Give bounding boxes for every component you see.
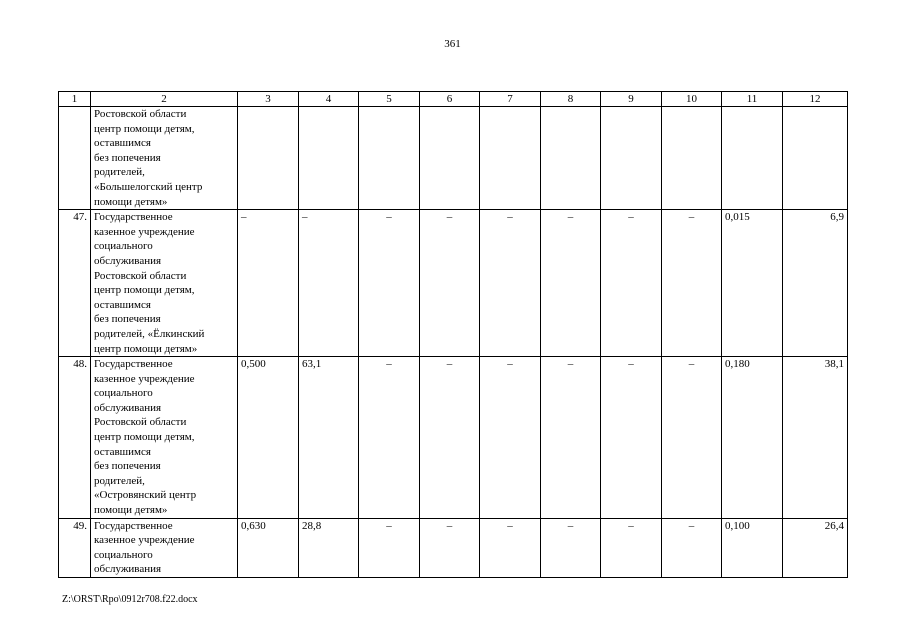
table-row — [59, 210, 848, 357]
cell-col-6: – — [420, 357, 480, 519]
cell-col-10: – — [662, 357, 722, 519]
institution-name: Государственное казенное учреждение социального обслуживания Ростовской области центр помощи детям, оставшимся без попечения родителей, «Ёлкинский центр помощи детям» — [91, 210, 238, 357]
cell-col-5 — [359, 107, 420, 210]
column-header: 4 — [299, 92, 359, 107]
column-header: 11 — [722, 92, 783, 107]
institution-name: Ростовской области центр помощи детям, оставшимся без попечения родителей, «Большелогский центр помощи детям» — [91, 107, 238, 210]
cell-col-5: – — [359, 210, 420, 357]
cell-col-3: 0,500 — [238, 357, 299, 519]
table-row — [59, 357, 848, 519]
cell-col-6 — [420, 107, 480, 210]
column-header: 6 — [420, 92, 480, 107]
cell-col-10: – — [662, 210, 722, 357]
cell-col-5: – — [359, 518, 420, 577]
footer-file-path: Z:\ORST\Rpo\0912r708.f22.docx — [62, 594, 198, 605]
cell-col-6: – — [420, 210, 480, 357]
column-header: 3 — [238, 92, 299, 107]
cell-col-7: – — [480, 210, 541, 357]
cell-col-4: 28,8 — [299, 518, 359, 577]
table-body — [59, 107, 848, 578]
cell-col-9: – — [601, 518, 662, 577]
cell-col-8 — [541, 107, 601, 210]
cell-col-12: 38,1 — [783, 357, 848, 519]
column-header: 9 — [601, 92, 662, 107]
data-table — [58, 91, 848, 578]
row-number: 49. — [59, 518, 91, 577]
cell-col-10 — [662, 107, 722, 210]
cell-col-12 — [783, 107, 848, 210]
column-header: 12 — [783, 92, 848, 107]
cell-col-4: 63,1 — [299, 357, 359, 519]
cell-col-10: – — [662, 518, 722, 577]
row-number — [59, 107, 91, 210]
table-row — [59, 107, 848, 210]
cell-col-9: – — [601, 210, 662, 357]
institution-name: Государственное казенное учреждение социального обслуживания Ростовской области центр помощи детям, оставшимся без попечения родителей, «Островянский центр помощи детям» — [91, 357, 238, 519]
column-header: 2 — [91, 92, 238, 107]
column-header: 5 — [359, 92, 420, 107]
cell-col-7: – — [480, 357, 541, 519]
cell-col-3: 0,630 — [238, 518, 299, 577]
page-number: 361 — [444, 38, 461, 50]
row-number: 48. — [59, 357, 91, 519]
cell-col-11 — [722, 107, 783, 210]
cell-col-3: – — [238, 210, 299, 357]
cell-col-3 — [238, 107, 299, 210]
cell-col-12: 26,4 — [783, 518, 848, 577]
cell-col-7 — [480, 107, 541, 210]
cell-col-9: – — [601, 357, 662, 519]
table-row — [59, 518, 848, 577]
cell-col-6: – — [420, 518, 480, 577]
cell-col-4: – — [299, 210, 359, 357]
cell-col-11: 0,180 — [722, 357, 783, 519]
cell-col-8: – — [541, 210, 601, 357]
row-number: 47. — [59, 210, 91, 357]
column-header: 1 — [59, 92, 91, 107]
cell-col-11: 0,100 — [722, 518, 783, 577]
cell-col-4 — [299, 107, 359, 210]
header-row — [59, 92, 848, 107]
column-header: 8 — [541, 92, 601, 107]
column-header: 10 — [662, 92, 722, 107]
cell-col-9 — [601, 107, 662, 210]
institution-name: Государственное казенное учреждение социального обслуживания — [91, 518, 238, 577]
cell-col-8: – — [541, 357, 601, 519]
cell-col-7: – — [480, 518, 541, 577]
cell-col-12: 6,9 — [783, 210, 848, 357]
column-header: 7 — [480, 92, 541, 107]
cell-col-8: – — [541, 518, 601, 577]
cell-col-5: – — [359, 357, 420, 519]
cell-col-11: 0,015 — [722, 210, 783, 357]
